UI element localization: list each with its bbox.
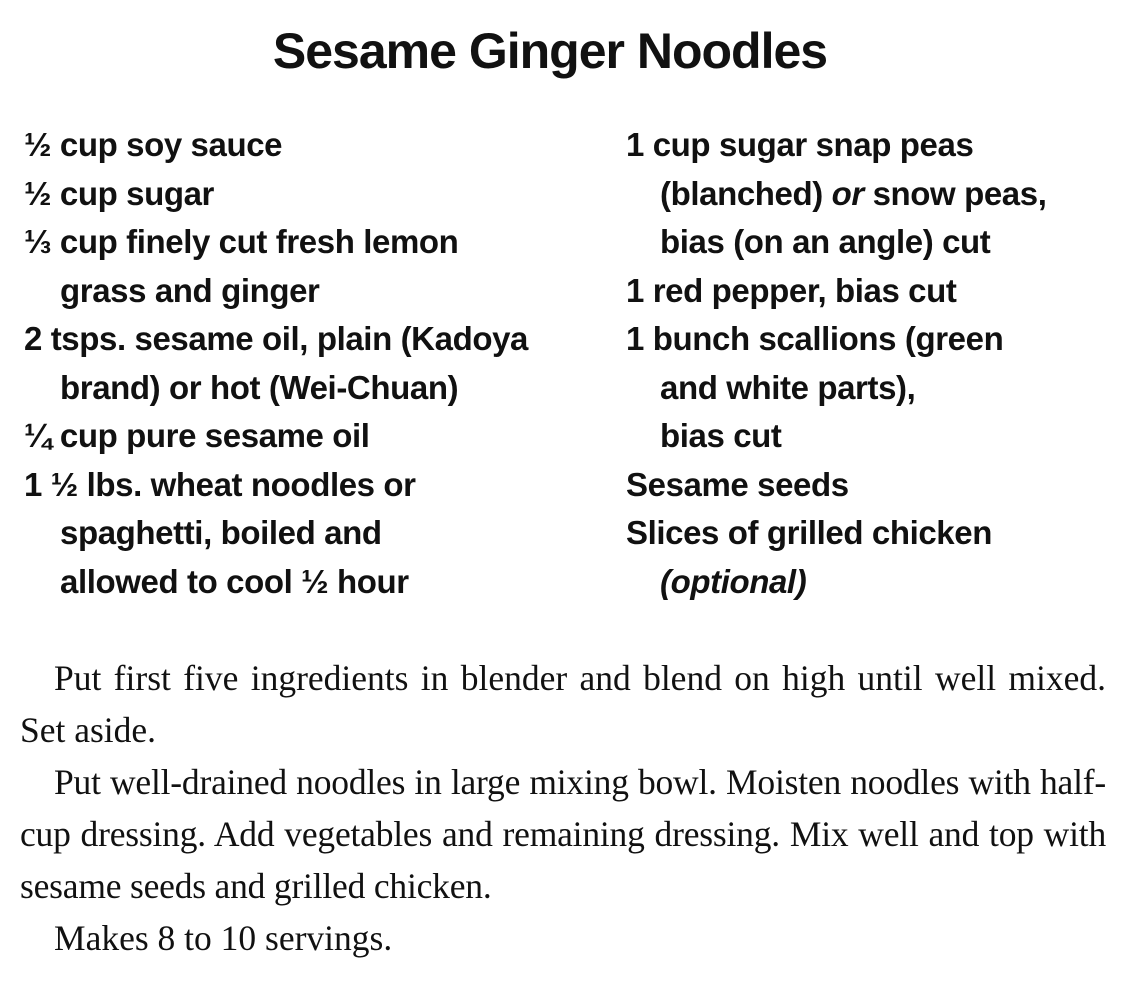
ingredient-line-optional: (optional) [660,562,807,600]
ingredient-line: (blanched) or snow peas, [660,174,1047,212]
ingredient-item [24,121,604,170]
ingredient-line: grass and ginger [60,271,320,309]
ingredient-item [626,461,1126,510]
ingredient-item [626,267,1126,316]
ingredient-line: ½ cup soy sauce [24,126,283,163]
ingredient-line: 1 ½ lbs. wheat noodles or [24,465,416,503]
ingredient-line: bias (on an angle) cut [660,223,991,260]
ingredient-line: and white parts), [660,368,916,406]
recipe-title: Sesame Ginger Noodles [272,23,828,79]
ingredient-line: ½ cup sugar [24,174,214,212]
ingredient-item [24,461,604,607]
ingredient-item [626,121,1126,267]
ingredient-item [24,412,604,461]
ingredient-line: 2 tsps. sesame oil, plain (Kadoya [24,320,528,357]
ingredient-line: Sesame seeds [626,465,849,503]
ingredient-line: ¼ cup pure sesame oil [24,417,370,454]
ingredient-line: 1 cup sugar snap peas [626,126,974,163]
ingredient-item [626,315,1126,461]
ingredients-right-column [626,121,1126,606]
ingredient-item [24,170,604,219]
ingredient-line: ⅓ cup finely cut fresh lemon [24,223,459,260]
ingredient-item [24,315,604,412]
servings-note: Makes 8 to 10 servings. [54,918,393,958]
ingredient-line: 1 bunch scallions (green [626,320,1004,357]
instructions [20,652,1106,964]
ingredient-line: allowed to cool ½ hour [60,562,409,600]
ingredient-line: spaghetti, boiled and [60,514,382,551]
ingredient-line: bias cut [660,417,782,454]
ingredients-left-column [24,121,604,606]
ingredient-item [626,509,1126,606]
ingredient-line: brand) or hot (Wei-Chuan) [60,368,459,406]
ingredient-line: Slices of grilled chicken [626,514,992,551]
ingredient-line: 1 red pepper, bias cut [626,271,957,309]
ingredient-item [24,218,604,315]
instruction-paragraph: Put well-drained noodles in large mixing bowl. Moisten noodles with half-cup dressing. Add vegetables and remaining dressing. Mix well and top with sesame seeds and grilled chicken. [20,762,1106,906]
instruction-paragraph: Put first five ingredients in blender and blend on high until well mixed. Set aside. [20,658,1106,750]
